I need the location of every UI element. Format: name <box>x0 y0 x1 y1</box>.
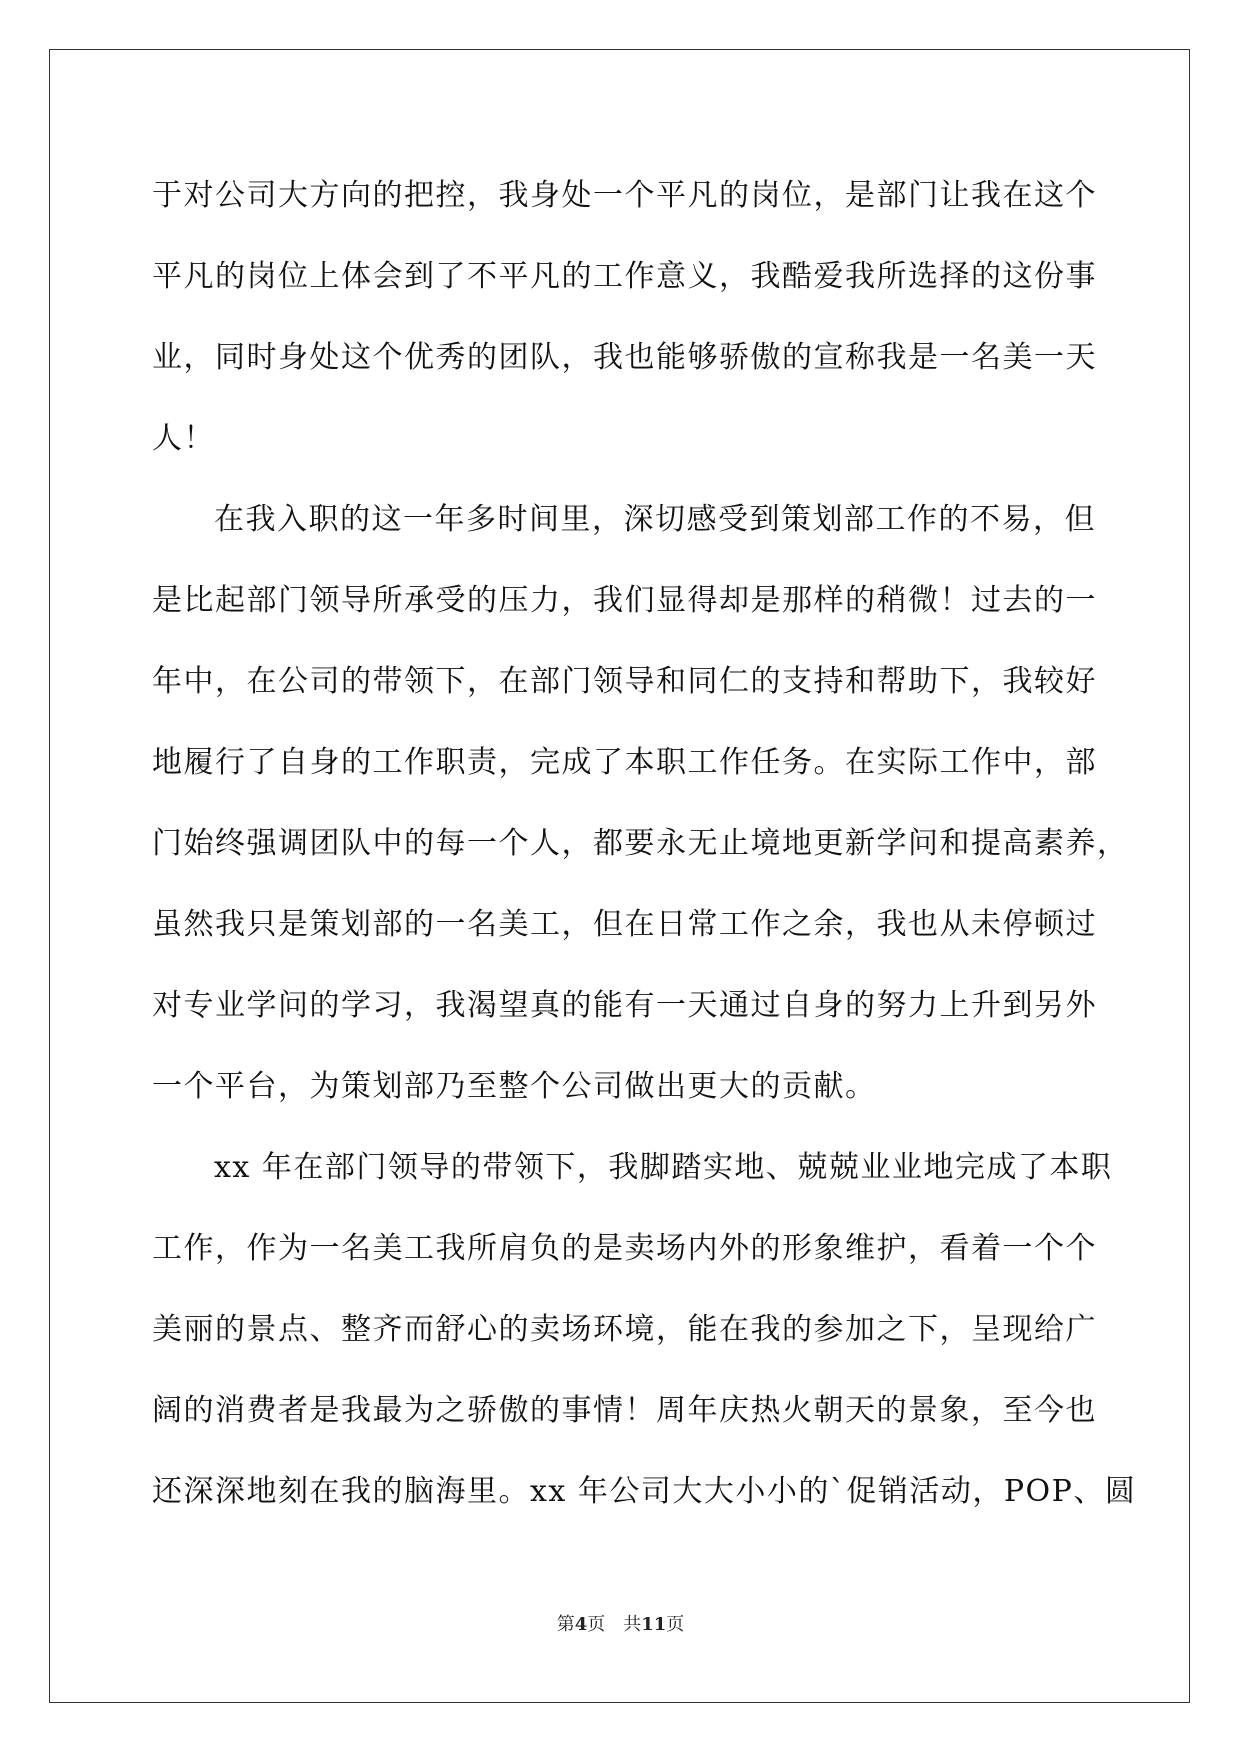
footer-page-number: 4 <box>574 1614 588 1635</box>
text-line: 人！ <box>152 421 215 456</box>
footer-suffix: 页 <box>666 1614 685 1635</box>
text-line: 门始终强调团队中的每一个人，都要永无止境地更新学问和提高素养， <box>152 826 1129 861</box>
text-line: 工作，作为一名美工我所肩负的是卖场内外的形象维护，看着一个个 <box>152 1231 1097 1266</box>
text-line: 还深深地刻在我的脑海里。xx 年公司大大小小的`促销活动，POP、圆 <box>152 1474 1137 1509</box>
text-line: 阔的消费者是我最为之骄傲的事情！周年庆热火朝天的景象，至今也 <box>152 1393 1097 1428</box>
text-line: 业，同时身处这个优秀的团队，我也能够骄傲的宣称我是一名美一天 <box>152 340 1097 375</box>
text-line: 对专业学问的学习，我渴望真的能有一天通过自身的努力上升到另外 <box>152 988 1097 1023</box>
page-footer <box>0 1610 1241 1636</box>
footer-total-pages: 11 <box>641 1614 667 1635</box>
footer-middle: 页 共 <box>587 1614 642 1635</box>
paragraph-first-line: xx 年在部门领导的带领下，我脚踏实地、兢兢业业地完成了本职 <box>214 1150 1113 1185</box>
text-line: 平凡的岗位上体会到了不平凡的工作意义，我酷爱我所选择的这份事 <box>152 259 1097 294</box>
document-body <box>152 155 1137 1532</box>
text-line: 虽然我只是策划部的一名美工，但在日常工作之余，我也从未停顿过 <box>152 907 1097 942</box>
text-line: 于对公司大方向的把控，我身处一个平凡的岗位，是部门让我在这个 <box>152 178 1097 213</box>
text-line: 美丽的景点、整齐而舒心的卖场环境，能在我的参加之下，呈现给广 <box>152 1312 1097 1347</box>
text-line: 年中，在公司的带领下，在部门领导和同仁的支持和帮助下，我较好 <box>152 664 1097 699</box>
text-line: 地履行了自身的工作职责，完成了本职工作任务。在实际工作中，部 <box>152 745 1097 780</box>
footer-prefix: 第 <box>556 1614 575 1635</box>
paragraph-first-line: 在我入职的这一年多时间里，深切感受到策划部工作的不易，但 <box>214 502 1096 537</box>
text-line: 是比起部门领导所承受的压力，我们显得却是那样的稍微！过去的一 <box>152 583 1097 618</box>
text-line: 一个平台，为策划部乃至整个公司做出更大的贡献。 <box>152 1069 877 1104</box>
